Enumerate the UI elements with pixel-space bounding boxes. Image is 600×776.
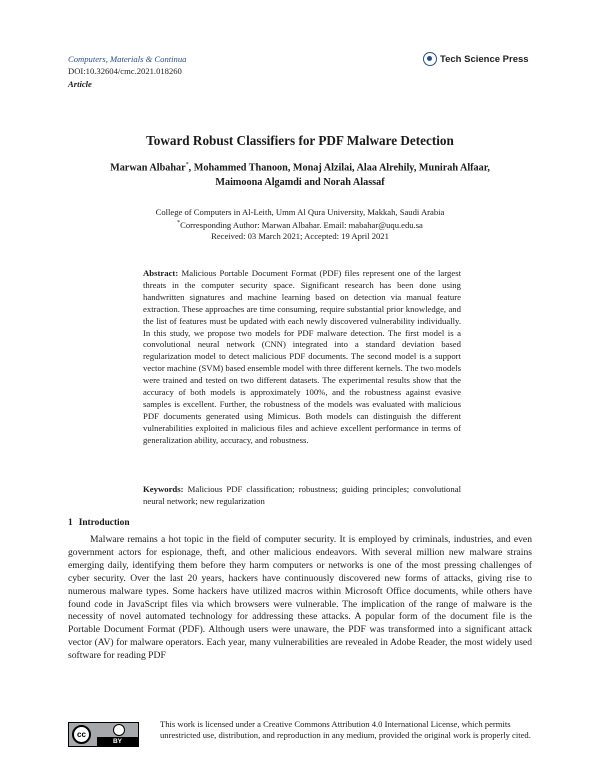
- section-number: 1: [68, 518, 73, 528]
- journal-name: Computers, Materials & Continua: [68, 54, 187, 64]
- corresponding-marker: *: [185, 162, 189, 168]
- paper-title: Toward Robust Classifiers for PDF Malware Detection: [146, 133, 454, 148]
- keywords-text: Malicious PDF classification; robustness; guiding principles; convolutional neural network; new regularization: [143, 484, 461, 506]
- author-line-1: [90, 158, 510, 175]
- by-label: BY: [97, 737, 138, 746]
- section-heading: [68, 518, 130, 528]
- author-line-2: Maimoona Algamdi and Norah Alassaf: [215, 177, 385, 189]
- corresponding-marker-2: *: [177, 220, 181, 227]
- section-title: Introduction: [78, 518, 130, 528]
- abstract: [143, 268, 461, 447]
- article-type: Article: [68, 79, 92, 89]
- corresponding-author: [80, 218, 520, 231]
- abstract-text: Malicious Portable Document Format (PDF) files represent one of the largest threats in the computer security space. Significant research has been done using handwritten signatures and machine learning based on detection via manual feature extraction. These approaches are time consuming, require substantial prior knowledge, and the list of features must be updated with each newly discovered vulnerability individually. In this study, we propose two models for PDF malware detection. The first model is a convolutional neural network (CNN) integrated into a standard deviation based regularization model to detect malicious PDF documents. The second model is a support vector machine (SVM) based ensemble model with three different kernels. The two models were trained and tested on two different datasets. The experimental results show that the accuracy of both models is approximately 100%, and the robustness against evasive samples is excellent. Further, the robustness of the models was evaluated with malicious PDF documents generated using Mimicus. Both models can distinguish the different vulnerabilities exploited in malicious files and achieve excellent performance in terms of generalization ability, accuracy, and robustness.: [143, 268, 462, 445]
- body-paragraph: Malware remains a hot topic in the field of computer security. It is employed by criminals, industries, and even government actors for espionage, theft, and other malicious endeavors. With several million new malware strains emerging daily, identifying them before they harm computers or networks is one of the most pressing challenges of cyber security. Over the last 20 years, hackers have continuously discovered new forms of attacks, giving rise to numerous malware types. Some hackers have utilized macros within Microsoft Office documents, while others have found code in JavaScript files via which browsers were vulnerable. The implication of the range of malware is the necessity of novel automated technology for addressing these attacks. A popular form of the document file is the Portable Document Format (PDF). Although users were unaware, the PDF was transformed into a significant attack vector (AV) for malware operators. Each year, many vulnerabilities are revealed in Adobe Reader, the most widely used software for reading PDF: [68, 534, 532, 662]
- publisher-name: Tech Science Press: [440, 53, 529, 65]
- author-list: [90, 158, 510, 190]
- doi[interactable]: DOI:10.32604/cmc.2021.018260: [68, 66, 182, 76]
- affiliation-block: [80, 207, 520, 242]
- abstract-label: Abstract:: [143, 268, 179, 278]
- cc-icon: cc: [72, 725, 91, 744]
- keywords-label: Keywords:: [143, 484, 184, 494]
- cc-by-license-badge[interactable]: [68, 722, 139, 747]
- license-text: This work is licensed under a Creative Commons Attribution 4.0 International License, which permits unrestricted use, distribution, and reproduction in any medium, provided the original work is properly cited.: [160, 719, 531, 741]
- corresponding-author-text: Corresponding Author: Marwan Albahar. Email: mabahar@uqu.edu.sa: [180, 220, 423, 231]
- attribution-icon: [113, 724, 125, 736]
- author-rest: , Mohammed Thanoon, Monaj Alzilai, Alaa Alrehily, Munirah Alfaar,: [188, 162, 490, 174]
- affiliation: College of Computers in Al-Leith, Umm Al Qura University, Makkah, Saudi Arabia: [155, 207, 445, 217]
- publisher-logo: [423, 52, 529, 66]
- received-dates: Received: 03 March 2021; Accepted: 19 April 2021: [211, 231, 389, 242]
- author-first: Marwan Albahar: [110, 162, 186, 174]
- publisher-logo-icon: [423, 52, 437, 66]
- keywords: [143, 484, 461, 508]
